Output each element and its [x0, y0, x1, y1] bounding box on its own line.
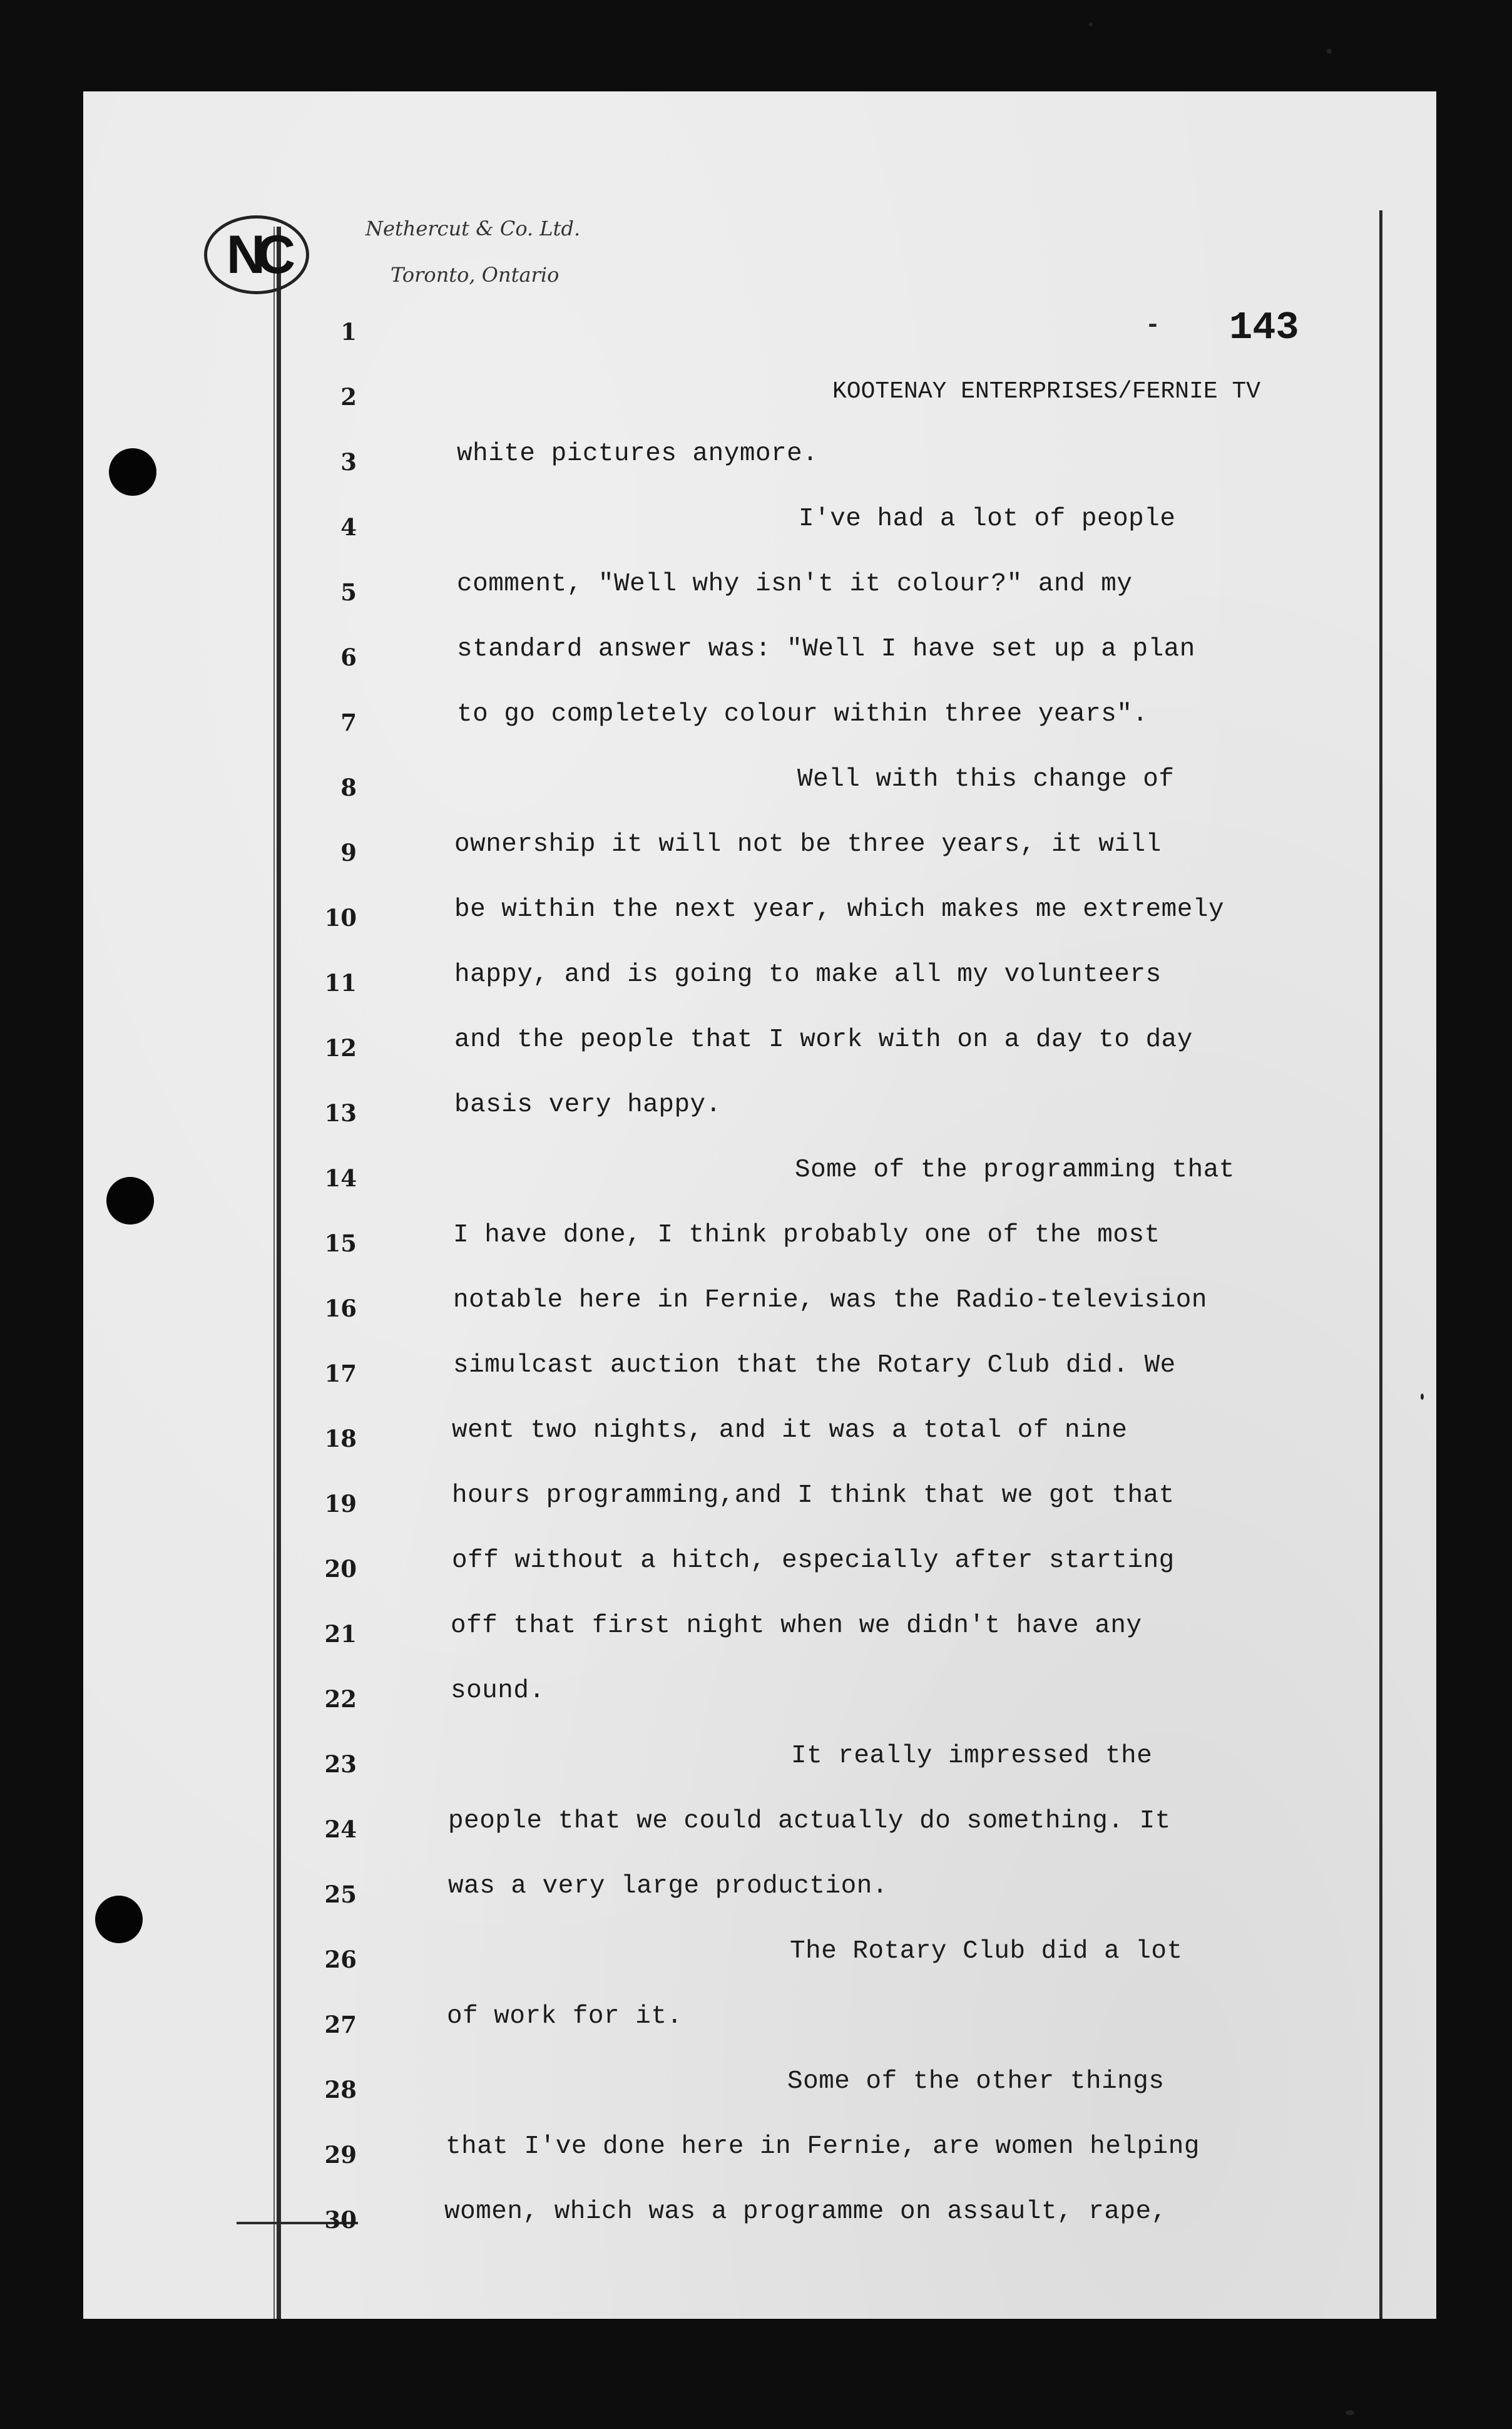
line-number: 27 — [324, 2011, 357, 2038]
binder-hole-top — [109, 448, 156, 496]
line-number: 5 — [340, 578, 357, 606]
line-number: 15 — [324, 1230, 357, 1257]
transcript-page — [83, 91, 1436, 2319]
line-number: 13 — [324, 1099, 357, 1127]
film-speck — [1346, 2410, 1354, 2415]
line-number: 1 — [340, 318, 357, 346]
line-number: 20 — [324, 1555, 357, 1583]
line-number: 17 — [324, 1360, 357, 1387]
transcript-line: be within the next year, which makes me extremely — [454, 895, 1225, 924]
line-number: 6 — [340, 644, 357, 671]
line-number: 22 — [324, 1685, 357, 1713]
transcript-line: off that first night when we didn't have any — [451, 1611, 1142, 1640]
transcript-line: standard answer was: "Well I have set up a plan — [457, 635, 1195, 664]
line-number: 11 — [324, 969, 357, 997]
page-number-dash: - — [1145, 312, 1161, 340]
transcript-line: to go completely colour within three years". — [457, 700, 1148, 729]
line-number: 26 — [324, 1946, 357, 1973]
page-number: 143 — [1229, 306, 1299, 350]
line-number: 14 — [324, 1164, 357, 1192]
transcript-line: people that we could actually do something. It — [448, 1807, 1171, 1836]
right-margin-rule — [1379, 210, 1382, 2319]
transcript-line: basis very happy. — [454, 1091, 722, 1119]
line-number: 29 — [324, 2141, 357, 2169]
transcript-line: Some of the other things — [787, 2067, 1165, 2096]
line-number: 2 — [340, 383, 357, 411]
transcript-line: simulcast auction that the Rotary Club did. We — [453, 1351, 1176, 1380]
firm-city: Toronto, Ontario — [391, 263, 559, 287]
line-number: 8 — [340, 774, 357, 801]
transcript-line: women, which was a programme on assault, rape, — [444, 2197, 1167, 2226]
line-number: 30 — [324, 2206, 357, 2234]
line-number: 12 — [324, 1034, 357, 1062]
transcript-header: KOOTENAY ENTERPRISES/FERNIE TV — [832, 378, 1261, 405]
transcript-line: that I've done here in Fernie, are women helping — [446, 2132, 1200, 2161]
transcript-line: and the people that I work with on a day to day — [454, 1025, 1193, 1054]
line-number: 3 — [340, 448, 357, 476]
transcript-line: went two nights, and it was a total of nine — [452, 1416, 1128, 1445]
transcript-line: Some of the programming that — [795, 1156, 1235, 1184]
line-number: 18 — [324, 1425, 357, 1452]
left-margin-rule-thin — [273, 227, 275, 2319]
transcript-line: sound. — [451, 1677, 545, 1705]
transcript-line: It really impressed the — [791, 1742, 1153, 1770]
line-number: 25 — [324, 1881, 357, 1908]
line-number: 23 — [324, 1750, 357, 1778]
line-number: 19 — [324, 1490, 357, 1517]
line-number: 10 — [324, 904, 357, 932]
logo-lettering: NC — [226, 225, 287, 285]
line-number: 7 — [340, 709, 357, 736]
transcript-line: was a very large production. — [448, 1872, 888, 1901]
transcript-line: The Rotary Club did a lot — [790, 1937, 1183, 1966]
transcript-line: white pictures anymore. — [457, 439, 819, 468]
left-margin-rule — [277, 227, 281, 2319]
transcript-line: comment, "Well why isn't it colour?" and my — [457, 570, 1133, 598]
line-number: 21 — [324, 1620, 357, 1648]
firm-name: Nethercut & Co. Ltd. — [365, 217, 581, 240]
line-number: 4 — [340, 513, 357, 541]
line-number: 9 — [340, 839, 357, 866]
transcript-line: happy, and is going to make all my volunteers — [454, 960, 1162, 989]
line-number: 16 — [324, 1295, 357, 1322]
film-speck — [1327, 49, 1332, 54]
film-speck — [1089, 23, 1093, 26]
binder-hole-middle — [106, 1177, 154, 1225]
film-speck — [1421, 1394, 1424, 1400]
transcript-line: hours programming,and I think that we got that — [452, 1481, 1175, 1510]
transcript-line: off without a hitch, especially after starting — [452, 1546, 1175, 1575]
transcript-line: ownership it will not be three years, it will — [454, 830, 1162, 859]
transcript-line: Well with this change of — [797, 765, 1175, 794]
transcript-line: I've had a lot of people — [799, 505, 1176, 533]
company-logo — [204, 215, 309, 294]
line-number: 24 — [324, 1815, 357, 1843]
transcript-line: of work for it. — [447, 2002, 683, 2031]
binder-hole-bottom — [95, 1896, 143, 1943]
transcript-line: I have done, I think probably one of the most — [453, 1221, 1160, 1250]
line-number: 28 — [324, 2076, 357, 2103]
transcript-line: notable here in Fernie, was the Radio-television — [453, 1286, 1207, 1315]
